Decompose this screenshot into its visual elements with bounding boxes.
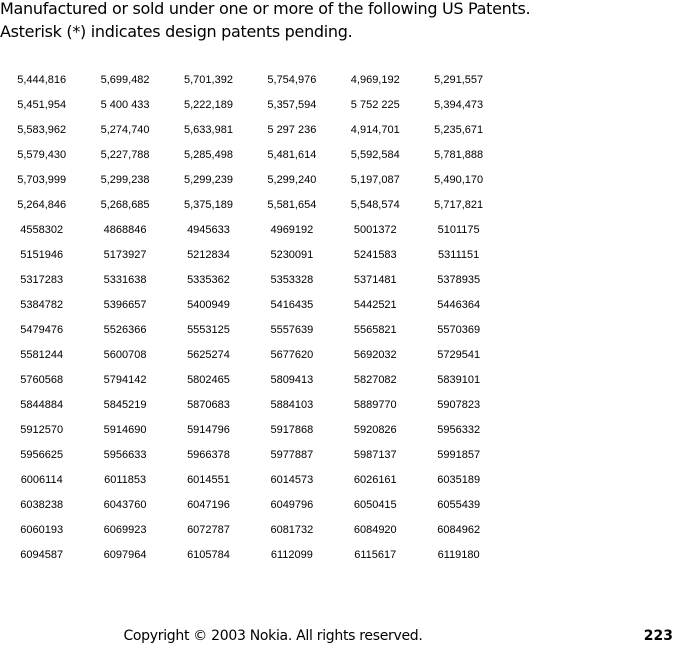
patent-number: 5,633,981 bbox=[184, 123, 233, 136]
patent-row bbox=[0, 342, 500, 367]
patent-number: 5956625 bbox=[20, 448, 64, 461]
patent-table-body bbox=[0, 67, 500, 567]
patent-number: 6014551 bbox=[187, 473, 230, 486]
patent-number: 5977887 bbox=[270, 448, 314, 461]
patent-number: 5241583 bbox=[353, 248, 397, 261]
patent-number: 5907823 bbox=[437, 398, 481, 411]
patent-number: 5920826 bbox=[353, 423, 397, 436]
patent-number: 4969192 bbox=[270, 223, 314, 236]
patent-number: 5794142 bbox=[103, 373, 147, 386]
patent-number: 5173927 bbox=[103, 248, 147, 261]
intro-line-asterisk-note: Asterisk (*) indicates design patents pending. bbox=[0, 22, 353, 41]
patent-number: 6055439 bbox=[437, 498, 481, 511]
patent-row bbox=[0, 67, 500, 92]
patent-number: 5729541 bbox=[437, 348, 481, 361]
patent-number: 5151946 bbox=[20, 248, 64, 261]
patent-number: 5212834 bbox=[187, 248, 230, 261]
patent-number: 5331638 bbox=[103, 273, 147, 286]
patent-row bbox=[0, 217, 500, 242]
patent-number: 5,754,976 bbox=[267, 73, 317, 86]
patent-number: 6081732 bbox=[270, 523, 314, 536]
patent-number: 5446364 bbox=[437, 298, 481, 311]
intro-line-patents: Manufactured or sold under one or more of the following US Patents. bbox=[0, 0, 531, 18]
patent-number: 5625274 bbox=[187, 348, 230, 361]
page-number: 223 bbox=[643, 628, 673, 644]
patent-number: 5,703,999 bbox=[17, 173, 67, 186]
patent-number: 5 752 225 bbox=[350, 98, 400, 111]
patent-number: 5581244 bbox=[20, 348, 64, 361]
patent-number: 6084962 bbox=[437, 523, 481, 536]
patent-number: 5565821 bbox=[353, 323, 397, 336]
patent-number: 5,592,584 bbox=[350, 148, 400, 161]
patent-number: 6050415 bbox=[353, 498, 397, 511]
patent-number: 6097964 bbox=[103, 548, 147, 561]
patent-number: 5870683 bbox=[187, 398, 230, 411]
patent-number: 5914796 bbox=[187, 423, 230, 436]
patent-number: 5,291,557 bbox=[434, 73, 484, 86]
patent-number: 5,701,392 bbox=[184, 73, 233, 86]
patent-number: 6035189 bbox=[437, 473, 481, 486]
patent-number: 5,699,482 bbox=[100, 73, 150, 86]
patent-number: 5 400 433 bbox=[100, 98, 150, 111]
patent-number: 6047196 bbox=[187, 498, 230, 511]
patent-number: 6006114 bbox=[20, 473, 63, 486]
patent-number: 4868846 bbox=[103, 223, 147, 236]
patent-number: 5,299,240 bbox=[267, 173, 317, 186]
patent-number: 6119180 bbox=[437, 548, 480, 561]
patent-row bbox=[0, 292, 500, 317]
patent-number: 5557639 bbox=[270, 323, 314, 336]
patent-number: 6060193 bbox=[20, 523, 64, 536]
patent-number: 5353328 bbox=[270, 273, 314, 286]
patent-number: 5956332 bbox=[437, 423, 481, 436]
patent-number: 5,268,685 bbox=[100, 198, 150, 211]
patent-row bbox=[0, 317, 500, 342]
patent-number: 4945633 bbox=[187, 223, 230, 236]
patent-row bbox=[0, 392, 500, 417]
patent-number: 5917868 bbox=[270, 423, 314, 436]
patent-number: 6026161 bbox=[353, 473, 397, 486]
patent-number: 5,197,087 bbox=[350, 173, 400, 186]
patent-number: 5,444,816 bbox=[17, 73, 67, 86]
patent-number: 5827082 bbox=[353, 373, 397, 386]
patent-number: 5570369 bbox=[437, 323, 481, 336]
patent-number: 5914690 bbox=[103, 423, 147, 436]
patent-number: 5991857 bbox=[437, 448, 481, 461]
patent-number: 5912570 bbox=[20, 423, 64, 436]
patent-number: 5987137 bbox=[353, 448, 397, 461]
patent-number: 5,548,574 bbox=[350, 198, 400, 211]
patent-number: 6011853 bbox=[104, 473, 147, 486]
patent-row bbox=[0, 92, 500, 117]
patent-number: 5317283 bbox=[20, 273, 64, 286]
patent-number: 5,357,594 bbox=[267, 98, 317, 111]
patent-number: 6069923 bbox=[103, 523, 147, 536]
patent-number: 4,969,192 bbox=[350, 73, 400, 86]
patent-number: 5,581,654 bbox=[267, 198, 317, 211]
patent-number: 5844884 bbox=[20, 398, 64, 411]
patent-number: 5600708 bbox=[103, 348, 147, 361]
patent-number: 5884103 bbox=[270, 398, 314, 411]
patent-number: 6049796 bbox=[270, 498, 314, 511]
patent-row bbox=[0, 492, 500, 517]
patent-number: 5378935 bbox=[437, 273, 481, 286]
patent-number: 5,299,238 bbox=[100, 173, 150, 186]
patent-number: 5,375,189 bbox=[184, 198, 233, 211]
patent-number: 4,914,701 bbox=[350, 123, 400, 136]
patent-number: 5416435 bbox=[270, 298, 314, 311]
patent-number: 5311151 bbox=[438, 248, 480, 261]
patent-number: 5,394,473 bbox=[434, 98, 484, 111]
patent-number: 5839101 bbox=[437, 373, 481, 386]
patent-number: 5,299,239 bbox=[184, 173, 233, 186]
patent-number: 5,579,430 bbox=[17, 148, 67, 161]
patent-row bbox=[0, 367, 500, 392]
patent-number: 5677620 bbox=[270, 348, 314, 361]
patent-number: 5966378 bbox=[187, 448, 230, 461]
patent-number: 5,717,821 bbox=[434, 198, 484, 211]
patent-number: 5760568 bbox=[20, 373, 64, 386]
patent-row bbox=[0, 442, 500, 467]
patent-row bbox=[0, 517, 500, 542]
patent-number: 5,781,888 bbox=[434, 148, 484, 161]
patent-number: 5400949 bbox=[187, 298, 230, 311]
patent-row bbox=[0, 167, 500, 192]
patent-number: 5384782 bbox=[20, 298, 64, 311]
patent-number: 6112099 bbox=[270, 548, 313, 561]
patent-number: 6105784 bbox=[187, 548, 230, 561]
patent-number: 6084920 bbox=[353, 523, 397, 536]
patent-number: 4558302 bbox=[20, 223, 64, 236]
patent-number: 5889770 bbox=[353, 398, 397, 411]
patent-number: 5442521 bbox=[353, 298, 397, 311]
patent-number: 5845219 bbox=[103, 398, 147, 411]
patent-number: 5809413 bbox=[270, 373, 314, 386]
patent-number: 5,222,189 bbox=[184, 98, 233, 111]
patent-number: 6072787 bbox=[187, 523, 230, 536]
patent-number: 5956633 bbox=[103, 448, 147, 461]
patent-number: 5,235,671 bbox=[434, 123, 484, 136]
patent-number: 5,285,498 bbox=[184, 148, 233, 161]
patent-number: 5802465 bbox=[187, 373, 230, 386]
patent-table bbox=[0, 67, 500, 567]
patent-number: 5371481 bbox=[353, 273, 397, 286]
patent-number: 5,481,614 bbox=[267, 148, 317, 161]
patent-number: 5,451,954 bbox=[17, 98, 67, 111]
patent-row bbox=[0, 192, 500, 217]
copyright-notice: Copyright © 2003 Nokia. All rights reserved. bbox=[123, 628, 423, 644]
patent-number: 6115617 bbox=[354, 548, 397, 561]
patent-number: 6043760 bbox=[103, 498, 147, 511]
intro-text bbox=[0, 0, 530, 43]
patent-number: 6038238 bbox=[20, 498, 64, 511]
patent-row bbox=[0, 142, 500, 167]
patent-number: 5396657 bbox=[103, 298, 147, 311]
patent-number: 5,264,846 bbox=[17, 198, 67, 211]
patent-number: 5,490,170 bbox=[434, 173, 484, 186]
patent-number: 6014573 bbox=[270, 473, 314, 486]
patent-number: 5101175 bbox=[437, 223, 480, 236]
patent-number: 5001372 bbox=[353, 223, 397, 236]
patent-number: 5,274,740 bbox=[100, 123, 150, 136]
patent-row bbox=[0, 267, 500, 292]
patent-number: 5 297 236 bbox=[267, 123, 317, 136]
patent-row bbox=[0, 242, 500, 267]
patent-number: 5526366 bbox=[103, 323, 147, 336]
patent-number: 6094587 bbox=[20, 548, 64, 561]
patent-row bbox=[0, 117, 500, 142]
patent-number: 5,583,962 bbox=[17, 123, 67, 136]
patent-number: 5230091 bbox=[270, 248, 314, 261]
patent-number: 5,227,788 bbox=[100, 148, 150, 161]
patent-number: 5479476 bbox=[20, 323, 64, 336]
patent-number: 5553125 bbox=[187, 323, 230, 336]
patent-row bbox=[0, 542, 500, 567]
patent-number: 5335362 bbox=[187, 273, 230, 286]
patent-number: 5692032 bbox=[353, 348, 397, 361]
patent-row bbox=[0, 467, 500, 492]
patent-row bbox=[0, 417, 500, 442]
